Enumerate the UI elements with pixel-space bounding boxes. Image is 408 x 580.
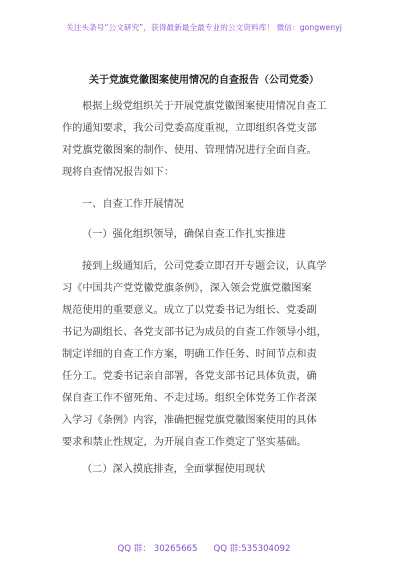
footer-qq-group-2: QQ 群:535304092 [213, 544, 291, 554]
body-paragraph [62, 256, 352, 454]
body-line: 保自查工作不留死角、不走过场。组织全体党务工作者深 [62, 393, 317, 404]
document-title: 关于党旗党徽图案使用情况的自查报告（公司党委） [89, 75, 319, 86]
subsection-heading-2: （二）深入摸底排查，全面掌握使用现状 [82, 464, 266, 475]
intro-line: 作的通知要求，我公司党委高度重视，立即组织各党支部 [62, 123, 317, 134]
footer [0, 542, 408, 554]
intro-paragraph [62, 96, 352, 184]
body-line: 任分工。党委书记亲自部署，各党支部书记具体负责，确 [62, 371, 317, 382]
intro-line: 根据上级党组织关于开展党旗党徽图案使用情况自查工 [82, 101, 327, 112]
body-line: 书记为副组长、各党支部书记为成员的自查工作领导小组， [62, 327, 327, 338]
body-line: 规范使用的重要意义。成立了以党委书记为组长、党委副 [62, 305, 317, 316]
section-heading-1: 一、自查工作开展情况 [82, 199, 184, 210]
body-line: 入学习《条例》内容，准确把握党旗党徽图案使用的具体 [62, 415, 317, 426]
intro-line: 对党旗党徽图案的制作、使用、管理情况进行全面自查。 [62, 145, 317, 156]
body-line: 接到上级通知后，公司党委立即召开专题会议，认真学 [82, 261, 327, 272]
footer-qq-group-1: QQ 群： 30265665 [117, 544, 198, 554]
body-line: 制定详细的自查工作方案，明确工作任务、时间节点和责 [62, 349, 317, 360]
intro-line: 现将自查情况报告如下： [62, 167, 175, 178]
body-line: 习《中国共产党党徽党旗条例》，深入领会党旗党徽图案 [62, 283, 312, 294]
subsection-heading-1: （一）强化组织领导，确保自查工作扎实推进 [82, 229, 286, 240]
header-promo-text: 关注头条号“公文研究”，获得最新最全最专业的公文资料库！ 微信：gongwenyj [66, 23, 342, 32]
body-line: 要求和禁止性规定，为开展自查工作奠定了坚实基础。 [62, 437, 307, 448]
